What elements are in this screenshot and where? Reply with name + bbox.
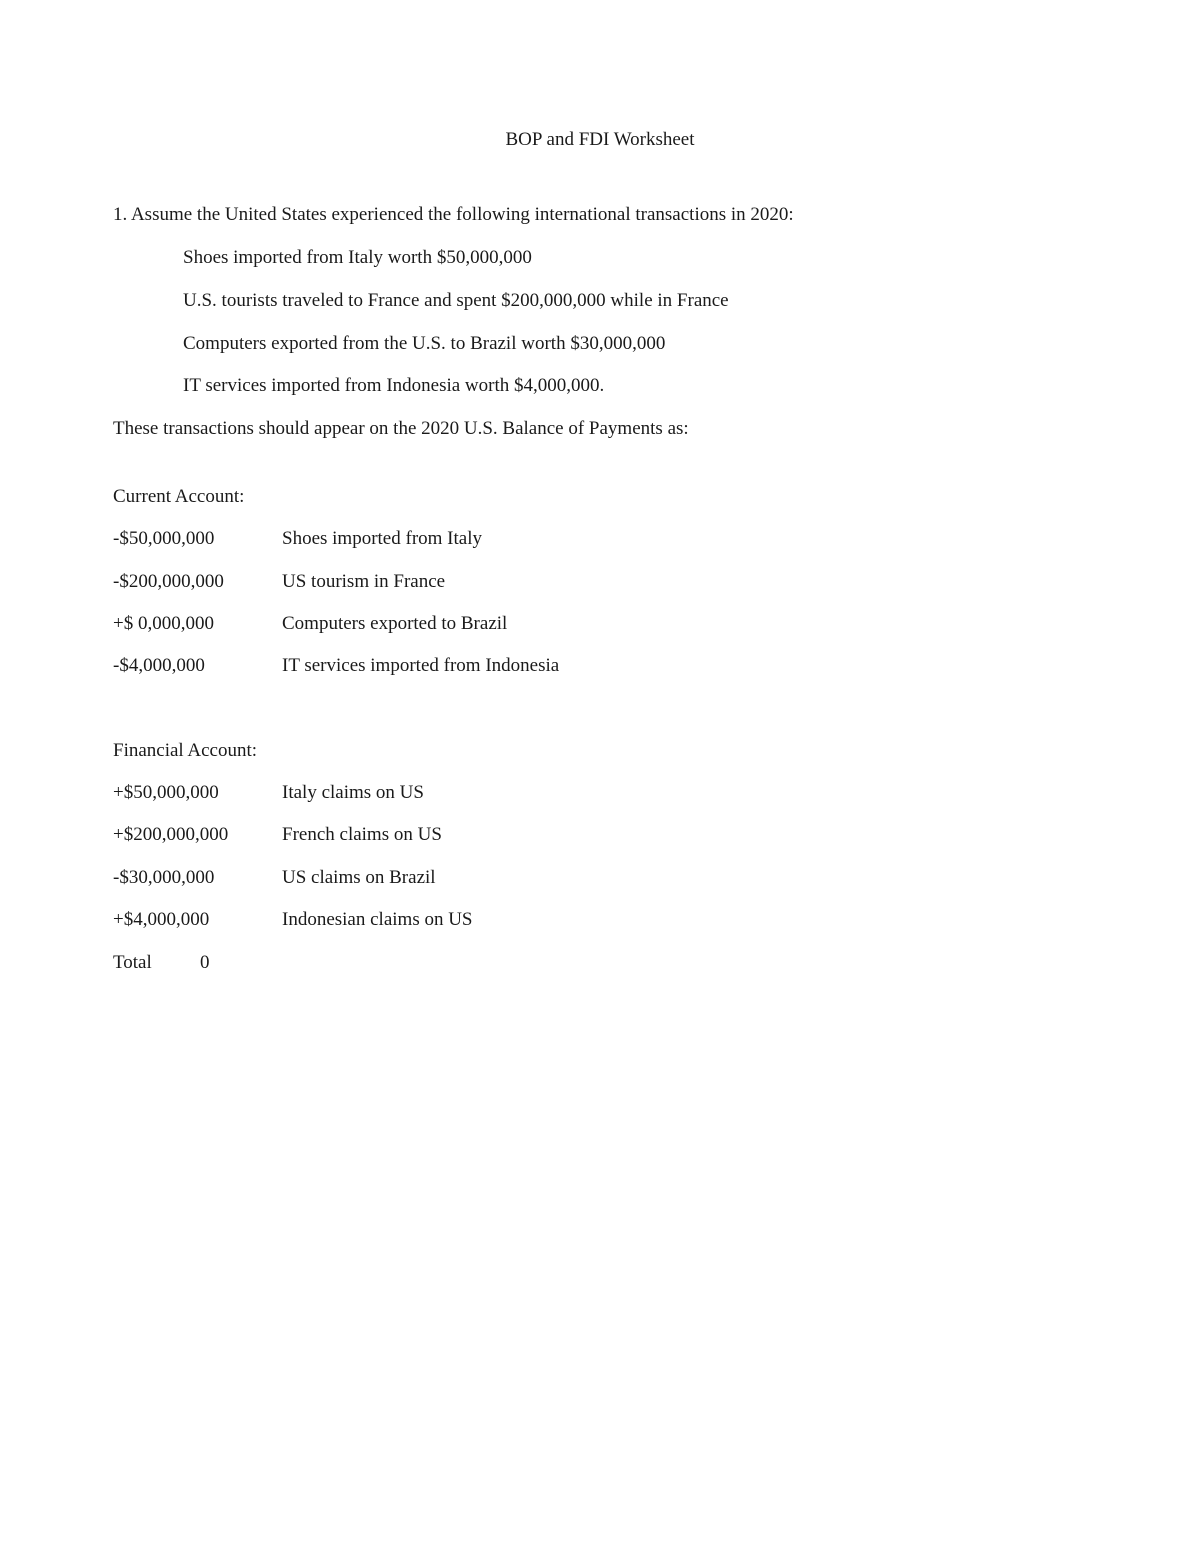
financial-account-label: French claims on US [282, 824, 442, 845]
financial-account-label: Indonesian claims on US [282, 909, 473, 930]
financial-account-heading: Financial Account: [113, 740, 258, 761]
financial-account-label: Italy claims on US [282, 782, 424, 803]
current-account-label: Shoes imported from Italy [282, 528, 482, 549]
financial-account-amount: +$4,000,000 [113, 909, 210, 930]
document-title: BOP and FDI Worksheet [505, 129, 695, 150]
current-account-amount: -$200,000,000 [113, 571, 224, 592]
current-account-amount: -$4,000,000 [113, 655, 205, 676]
financial-account-label: US claims on Brazil [282, 867, 436, 888]
transaction-item: Computers exported from the U.S. to Brazil worth $30,000,000 [183, 333, 666, 354]
transaction-item: U.S. tourists traveled to France and spent $200,000,000 while in France [183, 290, 729, 311]
current-account-label: US tourism in France [282, 571, 446, 592]
question-text: 1. Assume the United States experienced the following international transactions in 2020: [113, 204, 794, 225]
current-account-amount: +$ 0,000,000 [113, 613, 214, 634]
transaction-item: IT services imported from Indonesia worth $4,000,000. [183, 375, 605, 396]
financial-account-amount: -$30,000,000 [113, 867, 215, 888]
current-account-amount: -$50,000,000 [113, 528, 215, 549]
financial-account-amount: +$200,000,000 [113, 824, 229, 845]
total-label: Total [113, 952, 152, 973]
total-value: 0 [200, 952, 210, 973]
current-account-label: IT services imported from Indonesia [282, 655, 560, 676]
intro-text: These transactions should appear on the 2020 U.S. Balance of Payments as: [113, 418, 689, 439]
current-account-label: Computers exported to Brazil [282, 613, 508, 634]
current-account-heading: Current Account: [113, 486, 245, 507]
transaction-item: Shoes imported from Italy worth $50,000,000 [183, 247, 532, 268]
financial-account-amount: +$50,000,000 [113, 782, 219, 803]
